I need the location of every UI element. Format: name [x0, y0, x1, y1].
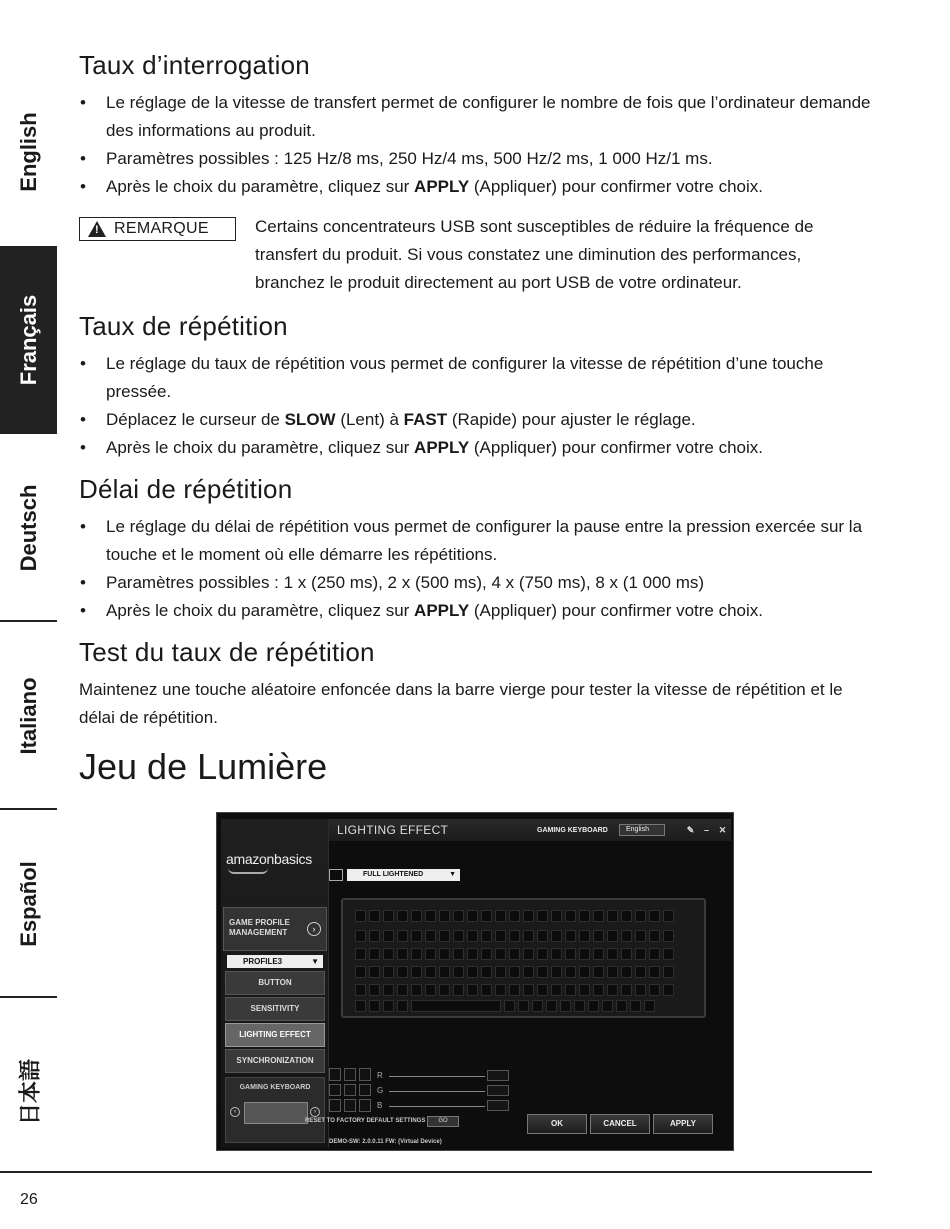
menu-sensitivity[interactable]: SENSITIVITY — [225, 997, 325, 1021]
menu-synchronization[interactable]: SYNCHRONIZATION — [225, 1049, 325, 1073]
list-item-text: (Appliquer) pour confirmer votre choix. — [469, 601, 764, 620]
gpm-line: GAME PROFILE — [229, 918, 290, 927]
value-box-b[interactable] — [487, 1100, 509, 1111]
go-button[interactable]: GO — [427, 1116, 459, 1127]
menu-lighting-effect[interactable]: LIGHTING EFFECT — [225, 1023, 325, 1047]
cancel-button[interactable]: CANCEL — [590, 1114, 650, 1134]
apply-keyword: APPLY — [414, 601, 470, 620]
repeat-rate-list — [79, 350, 874, 462]
section-title-lighting: Jeu de Lumière — [79, 746, 328, 787]
rgb-label-g: G — [377, 1086, 384, 1095]
ok-button[interactable]: OK — [527, 1114, 587, 1134]
lang-tab-label: 日本語 — [17, 1058, 42, 1126]
apply-keyword: APPLY — [414, 177, 470, 196]
color-preset-grid[interactable] — [329, 1068, 373, 1112]
list-item-text: (Rapide) pour ajuster le réglage. — [447, 410, 696, 429]
software-screenshot — [216, 812, 734, 1151]
device-selector — [225, 1077, 325, 1143]
brand-logo-part: amazon — [226, 851, 275, 867]
apply-button[interactable]: APPLY — [653, 1114, 713, 1134]
game-profile-management-button[interactable] — [223, 907, 327, 951]
lang-tab-francais[interactable] — [0, 246, 57, 434]
slow-keyword: SLOW — [284, 410, 336, 429]
list-item-text: (Appliquer) pour confirmer votre choix. — [469, 438, 764, 457]
note-badge — [79, 217, 236, 241]
section-title-repeat-test: Test du taux de répétition — [79, 637, 375, 667]
keyboard-preview[interactable] — [341, 898, 706, 1018]
list-item: • Déplacez le curseur de SLOW (Lent) à FAST (Rapide) pour ajuster le réglage. — [80, 410, 696, 429]
warning-icon — [88, 221, 106, 237]
list-item-text: Après le choix du paramètre, cliquez sur — [106, 601, 415, 620]
note-badge-label: REMARQUE — [114, 220, 209, 237]
chevron-down-icon: ▼ — [449, 871, 456, 878]
list-item: • Paramètres possibles : 1 x (250 ms), 2 x (500 ms), 4 x (750 ms), 8 x (1 000 ms) — [80, 573, 705, 592]
lang-tab-label: Français — [15, 294, 41, 386]
list-item-text: Le réglage de la vitesse de transfert permet de configurer le nombre de fois que l’ordinateur demande des informations au produit. — [106, 93, 871, 140]
list-item-text: Après le choix du paramètre, cliquez sur — [106, 177, 415, 196]
lang-tab-label: English — [15, 112, 41, 192]
repeat-delay-list — [79, 513, 874, 625]
profile-select-value: PROFILE3 — [243, 957, 283, 966]
page-number: 26 — [20, 1191, 38, 1208]
smile-logo-icon — [228, 868, 268, 874]
screenshot-titlebar — [329, 819, 731, 841]
list-item: • Le réglage de la vitesse de transfert permet de configurer le nombre de fois que l’ordinateur demande des informations au produit. — [80, 93, 871, 140]
screenshot-sidebar — [221, 819, 329, 1148]
list-item-text: Déplacez le curseur de — [106, 410, 285, 429]
note-text: Certains concentrateurs USB sont susceptibles de réduire la fréquence de transfert du produit. Si vous constatez une diminution des performances, branchez le produit directement au port USB de votre ordinateur. — [255, 217, 814, 292]
effect-select[interactable] — [347, 869, 460, 881]
chevron-left-icon[interactable]: ‹ — [230, 1107, 240, 1117]
lang-tab-italiano[interactable] — [0, 622, 57, 810]
lang-tab-label: Deutsch — [15, 484, 41, 572]
footer-divider — [0, 1171, 872, 1173]
section-title-repeat-delay: Délai de répétition — [79, 474, 293, 504]
chevron-right-icon: › — [307, 922, 321, 936]
list-item-text: Le réglage du délai de répétition vous permet de configurer la pause entre la pression exercée sur la touche et le moment où elle démarre les répétitions. — [106, 517, 863, 564]
lang-tab-english[interactable] — [0, 58, 57, 246]
fast-keyword: FAST — [403, 410, 448, 429]
rgb-label-r: R — [377, 1071, 383, 1080]
list-item-text: Le réglage du taux de répétition vous permet de configurer la vitesse de répétition d’une touche pressée. — [106, 354, 824, 401]
language-select[interactable]: English — [619, 824, 665, 836]
list-item-text: Après le choix du paramètre, cliquez sur — [106, 438, 415, 457]
list-item: • Le réglage du délai de répétition vous permet de configurer la pause entre la pression exercée sur la touche et le moment où elle démarre les répétitions. — [80, 517, 863, 564]
page-content — [79, 50, 874, 802]
value-box-r[interactable] — [487, 1070, 509, 1081]
section-title-polling: Taux d’interrogation — [79, 50, 310, 80]
reset-label: RESET TO FACTORY DEFAULT SETTINGS — [305, 1118, 426, 1124]
window-title: LIGHTING EFFECT — [337, 823, 449, 837]
wrench-icon[interactable]: ✎ — [686, 825, 695, 835]
section-title-repeat-rate: Taux de répétition — [79, 311, 288, 341]
slider-b[interactable] — [389, 1106, 485, 1107]
menu-button[interactable]: BUTTON — [225, 971, 325, 995]
gpm-line: MANAGEMENT — [229, 928, 288, 937]
version-info: DEMO-SW: 2.0.0.11 FW: (Virtual Device) — [329, 1139, 442, 1145]
chevron-right-icon[interactable]: › — [310, 1107, 320, 1117]
list-item-text: Paramètres possibles : 125 Hz/8 ms, 250 Hz/4 ms, 500 Hz/2 ms, 1 000 Hz/1 ms. — [106, 149, 713, 168]
list-item: • Paramètres possibles : 125 Hz/8 ms, 250 Hz/4 ms, 500 Hz/2 ms, 1 000 Hz/1 ms. — [80, 149, 713, 168]
chevron-down-icon: ▼ — [311, 957, 319, 966]
device-label: GAMING KEYBOARD — [239, 1084, 311, 1091]
effect-color-swatch[interactable] — [329, 869, 343, 881]
list-item: • Après le choix du paramètre, cliquez sur APPLY (Appliquer) pour confirmer votre choix. — [80, 438, 764, 457]
slider-r[interactable] — [389, 1076, 485, 1077]
lang-tab-espanol[interactable] — [0, 810, 57, 998]
brand-logo-part: basics — [274, 851, 312, 867]
profile-select[interactable] — [227, 955, 323, 968]
list-item-text: (Appliquer) pour confirmer votre choix. — [469, 177, 764, 196]
lang-tab-label: Italiano — [15, 677, 41, 755]
list-item-text: (Lent) à — [335, 410, 404, 429]
list-item: • Le réglage du taux de répétition vous permet de configurer la vitesse de répétition d’une touche pressée. — [80, 354, 824, 401]
keyboard-thumbnail — [244, 1102, 308, 1124]
lang-tab-japanese[interactable] — [0, 998, 57, 1186]
apply-keyword: APPLY — [414, 438, 470, 457]
repeat-test-text: Maintenez une touche aléatoire enfoncée dans la barre vierge pour tester la vitesse de répétition et le délai de répétition. — [79, 680, 843, 727]
brand-logo — [226, 851, 312, 867]
lang-tab-label: Español — [15, 861, 41, 947]
minimize-icon[interactable]: – — [703, 825, 709, 835]
rgb-label-b: B — [377, 1101, 383, 1110]
slider-g[interactable] — [389, 1091, 485, 1092]
value-box-g[interactable] — [487, 1085, 509, 1096]
effect-select-value: FULL LIGHTENED — [363, 871, 424, 878]
lang-tab-deutsch[interactable] — [0, 434, 57, 622]
close-icon[interactable]: ✕ — [718, 825, 727, 835]
list-item: • Après le choix du paramètre, cliquez sur APPLY (Appliquer) pour confirmer votre choix. — [80, 601, 764, 620]
polling-list — [79, 89, 874, 201]
note-box — [79, 213, 874, 299]
list-item: • Après le choix du paramètre, cliquez sur APPLY (Appliquer) pour confirmer votre choix. — [80, 177, 764, 196]
list-item-text: Paramètres possibles : 1 x (250 ms), 2 x (500 ms), 4 x (750 ms), 8 x (1 000 ms) — [106, 573, 705, 592]
device-title: GAMING KEYBOARD — [537, 827, 608, 834]
